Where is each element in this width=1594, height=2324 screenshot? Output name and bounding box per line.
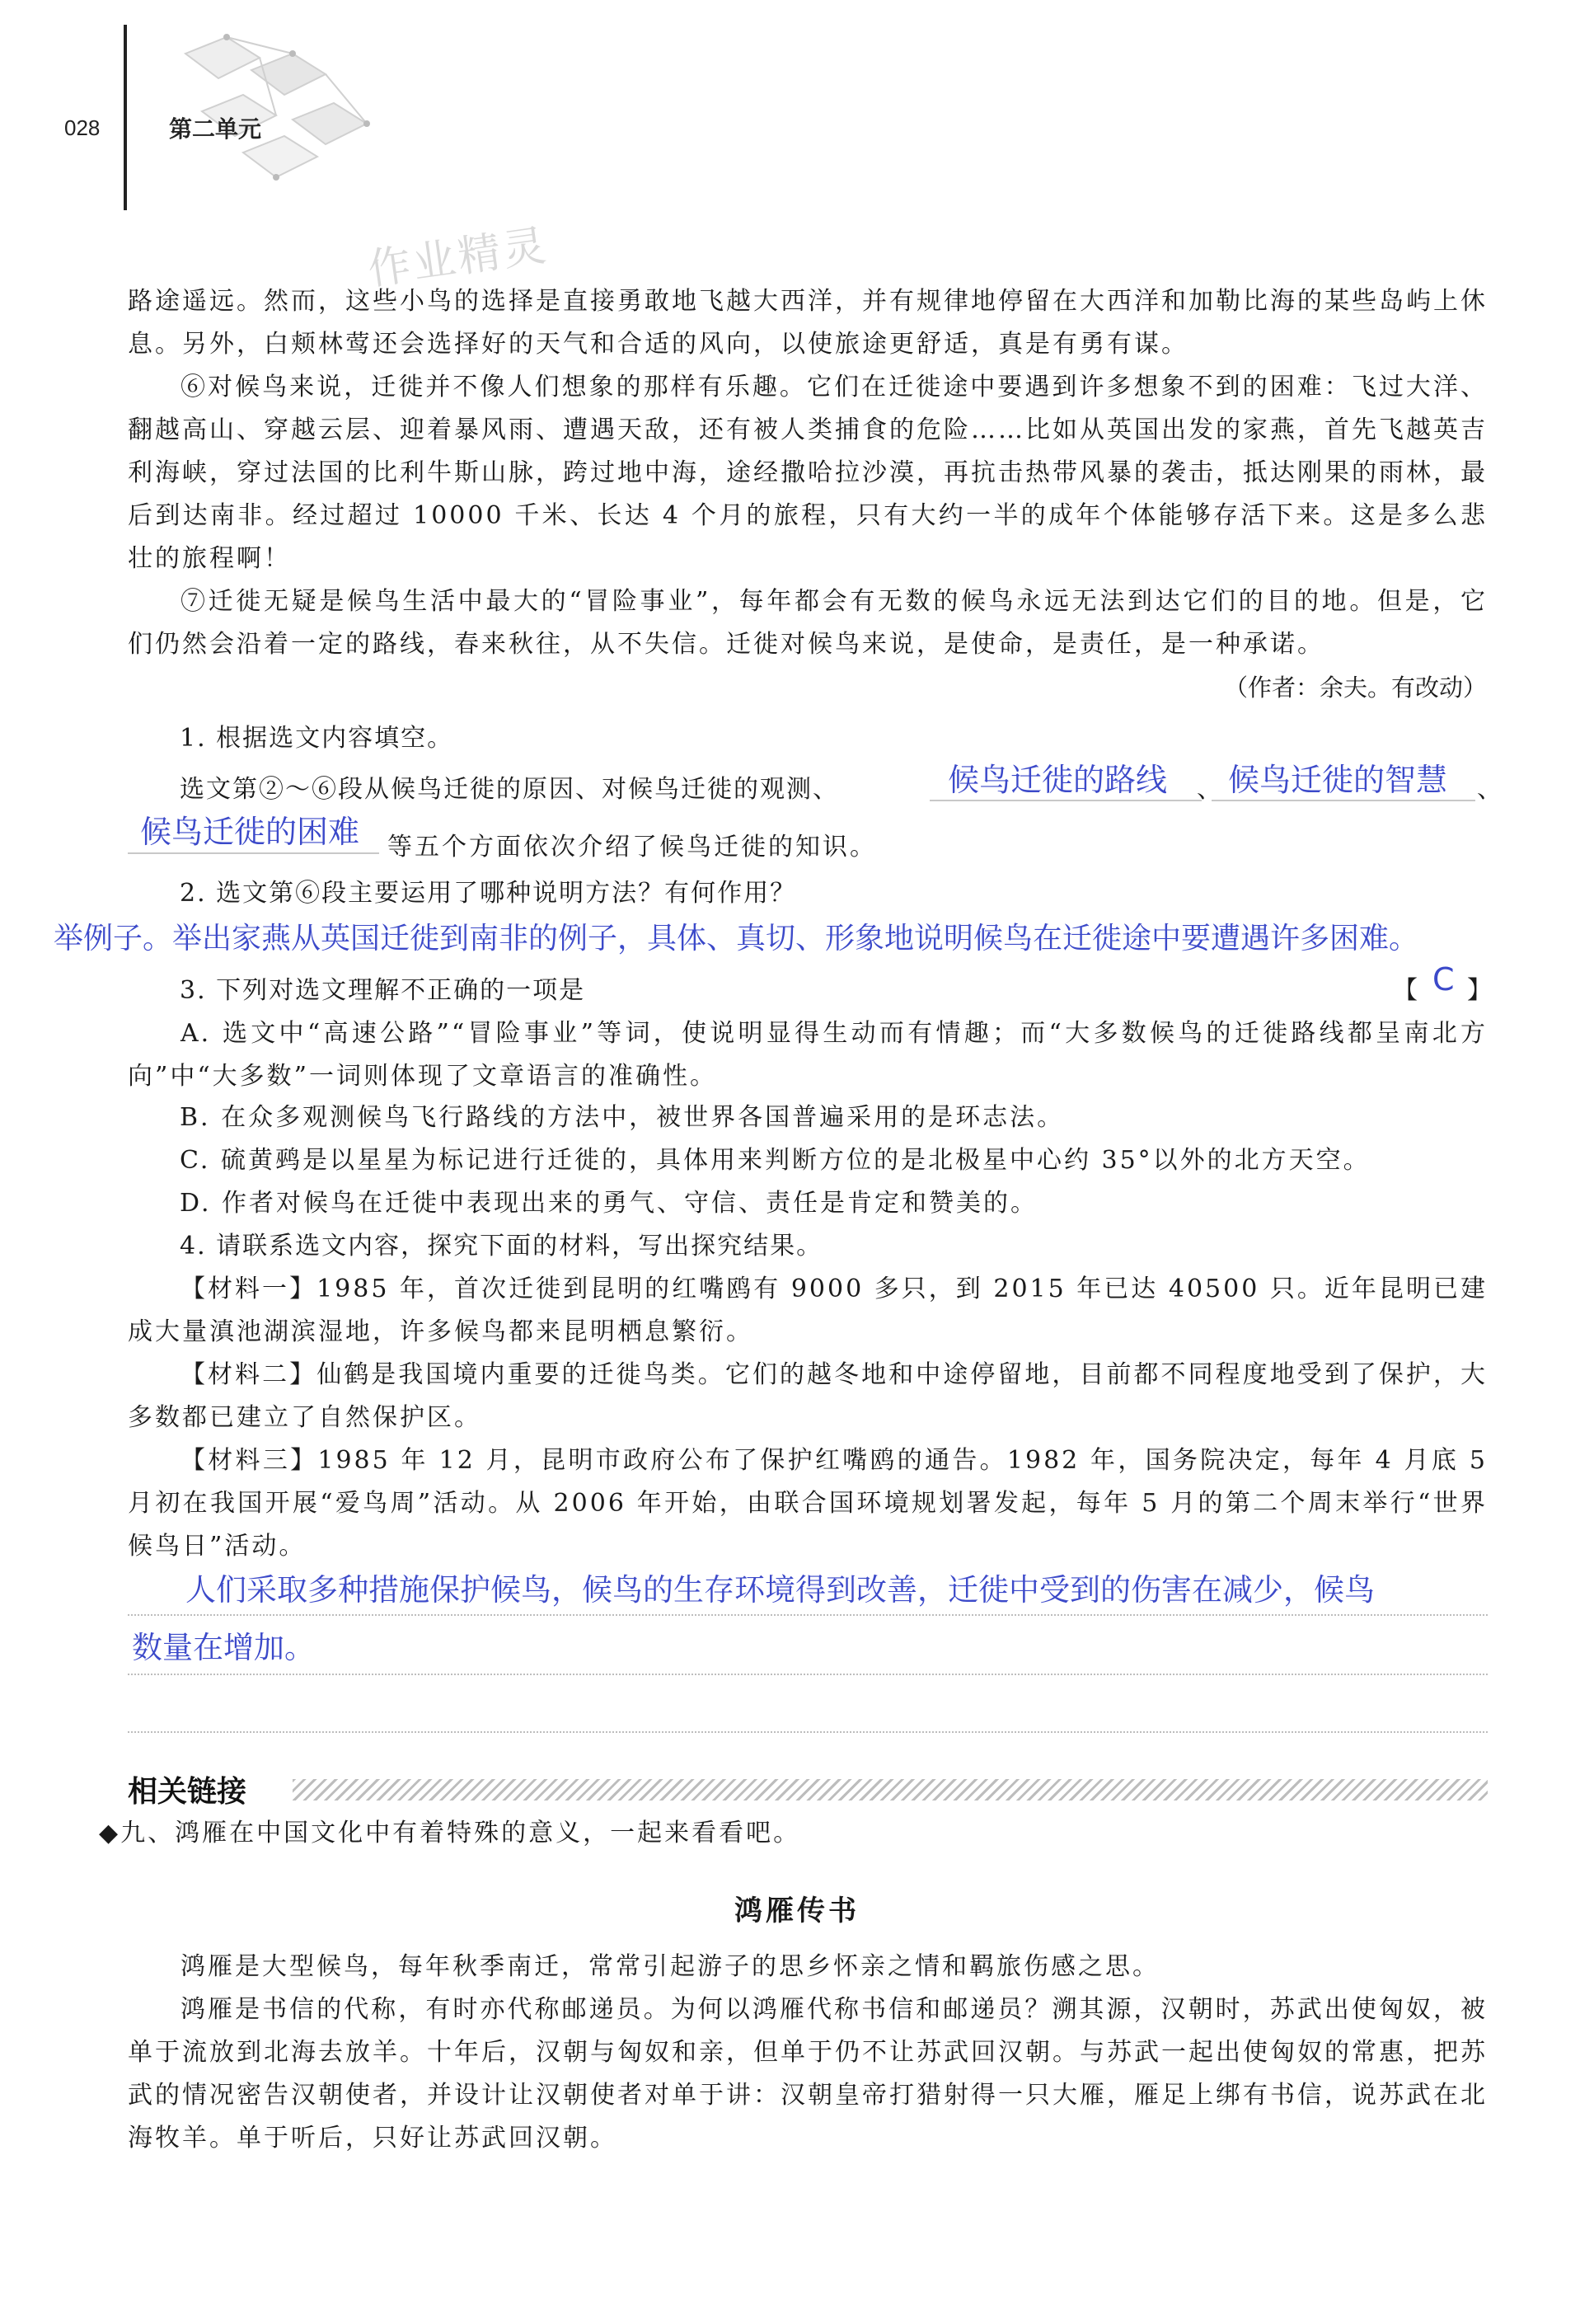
separator: 、: [1197, 775, 1224, 804]
material-1: 【材料一】1985 年，首次迁徙到昆明的红嘴鸥有 9000 多只，到 2015 年已达 40500 只。近年昆明已建成大量滇池湖滨湿地，许多候鸟都来昆明栖息繁衍。: [128, 1275, 1488, 1346]
section-title: 相关链接: [128, 1775, 247, 1809]
article-title: 鸿雁传书: [734, 1894, 860, 1927]
article-paragraph-2: 鸿雁是书信的代称，有时亦代称邮递员。为何以鸿雁代称书信和邮递员？溯其源，汉朝时，苏武出使匈奴，被单于流放到北海去放羊。十年后，汉朝与匈奴和亲，但单于仍不让苏武回汉朝。与苏武一起出使匈奴的常惠，把苏武的情况密告汉朝使者，并设计让汉朝使者对单于讲：汉朝皇帝打猎射得一只大雁，雁足上绑有书信，说苏武在北海牧羊。单于听后，只好让苏武回汉朝。: [128, 1995, 1488, 2153]
question-4-answer-line-2: 数量在增加。: [132, 1630, 315, 1665]
question-3-answer: C: [1432, 961, 1455, 998]
unit-title: 第二单元: [169, 115, 262, 143]
answer-line: [128, 852, 379, 854]
author-note: （作者：余夫。有改动）: [1223, 674, 1487, 702]
question-1-answer-1: 候鸟迁徙的路线: [948, 762, 1168, 798]
question-1-prompt: 1. 根据选文内容填空。: [180, 724, 454, 753]
passage-paragraph-7: ⑦迁徙无疑是候鸟生活中最大的“冒险事业”，每年都会有无数的候鸟永远无法到达它们的目的地。但是，它们仍然会沿着一定的路线，春来秋往，从不失信。迁徙对候鸟来说，是使命，是责任，是一种承诺。: [128, 587, 1488, 659]
question-2-prompt: 2. 选文第⑥段主要运用了哪种说明方法？有何作用？: [180, 879, 797, 908]
answer-line: [128, 1614, 1488, 1616]
question-2-answer: 举例子。举出家燕从英国迁徙到南非的例子，具体、真切、形象地说明候鸟在迁徙途中要遭遇许多困难。: [54, 922, 1419, 955]
question-1-tail: 等五个方面依次介绍了候鸟迁徙的知识。: [387, 833, 877, 862]
question-3-prompt: 3. 下列对选文理解不正确的一项是: [180, 976, 586, 1005]
question-1-lead: 选文第②～⑥段从候鸟迁徙的原因、对候鸟迁徙的观测、: [180, 775, 839, 804]
passage-paragraph-5-tail: 路途遥远。然而，这些小鸟的选择是直接勇敢地飞越大西洋，并有规律地停留在大西洋和加勒比海的某些岛屿上休息。另外，白颊林莺还会选择好的天气和合适的风向，以使旅途更舒适，真是有勇有谋。: [128, 287, 1488, 359]
question-1-answer-2: 候鸟迁徙的智慧: [1228, 762, 1448, 798]
answer-bracket-right: 】: [1467, 976, 1494, 1005]
question-4-prompt: 4. 请联系选文内容，探究下面的材料，写出探究结果。: [180, 1232, 823, 1261]
answer-line: [930, 800, 1202, 801]
page-number: 028: [64, 115, 101, 140]
separator: 、: [1477, 775, 1504, 804]
answer-line: [128, 1674, 1488, 1675]
option-d: D. 作者对候鸟在迁徙中表现出来的勇气、守信、责任是肯定和赞美的。: [180, 1189, 1038, 1218]
option-b: B. 在众多观测候鸟飞行路线的方法中，被世界各国普遍采用的是环志法。: [180, 1103, 1065, 1132]
watermark: 作业精灵: [364, 220, 551, 295]
section-hatch-divider: [293, 1779, 1488, 1801]
article-paragraph-1: 鸿雁是大型候鸟，每年秋季南迁，常常引起游子的思乡怀亲之情和羁旅伤感之思。: [180, 1952, 1160, 1981]
header-divider: [124, 25, 127, 210]
answer-line: [1212, 800, 1475, 801]
answer-line: [128, 1731, 1488, 1733]
option-c: C. 硫黄鹀是以星星为标记进行迁徙的，具体用来判断方位的是北极星中心约 35°以外的北方天空。: [180, 1146, 1371, 1175]
question-1-answer-3: 候鸟迁徙的困难: [140, 814, 360, 850]
answer-bracket-left: 【: [1393, 976, 1420, 1005]
option-a: A. 选文中“高速公路”“冒险事业”等词，使说明显得生动而有情趣；而“大多数候鸟的迁徙路线都呈南北方向”中“大多数”一词则体现了文章语言的准确性。: [128, 1019, 1488, 1091]
passage-paragraph-6: ⑥对候鸟来说，迁徙并不像人们想象的那样有乐趣。它们在迁徙途中要遇到许多想象不到的困难：飞过大洋、翻越高山、穿越云层、迎着暴风雨、遭遇天敌，还有被人类捕食的危险……比如从英国出发的家燕，首先飞越英吉利海峡，穿过法国的比利牛斯山脉，跨过地中海，途经撒哈拉沙漠，再抗击热带风暴的袭击，抵达刚果的雨林，最后到达南非。经过超过 10000 千米、长达 4 个月的旅程，只有大约一半的成年个体能够存活下来。这是多么悲壮的旅程啊！: [128, 373, 1488, 573]
material-2: 【材料二】仙鹤是我国境内重要的迁徙鸟类。它们的越冬地和中途停留地，目前都不同程度地受到了保护，大多数都已建立了自然保护区。: [128, 1360, 1488, 1432]
related-item: ◆九、鸿雁在中国文化中有着特殊的意义，一起来看看吧。: [99, 1819, 801, 1847]
material-3: 【材料三】1985 年 12 月，昆明市政府公布了保护红嘴鸥的通告。1982 年，国务院决定，每年 4 月底 5 月初在我国开展“爱鸟周”活动。从 2006 年开始，由联合国环境规划署发起，每年 5 月的第二个周末举行“世界候鸟日”活动。: [128, 1446, 1488, 1561]
question-4-answer-line-1: 人们采取多种措施保护候鸟，候鸟的生存环境得到改善，迁徙中受到的伤害在减少，候鸟: [185, 1572, 1375, 1608]
